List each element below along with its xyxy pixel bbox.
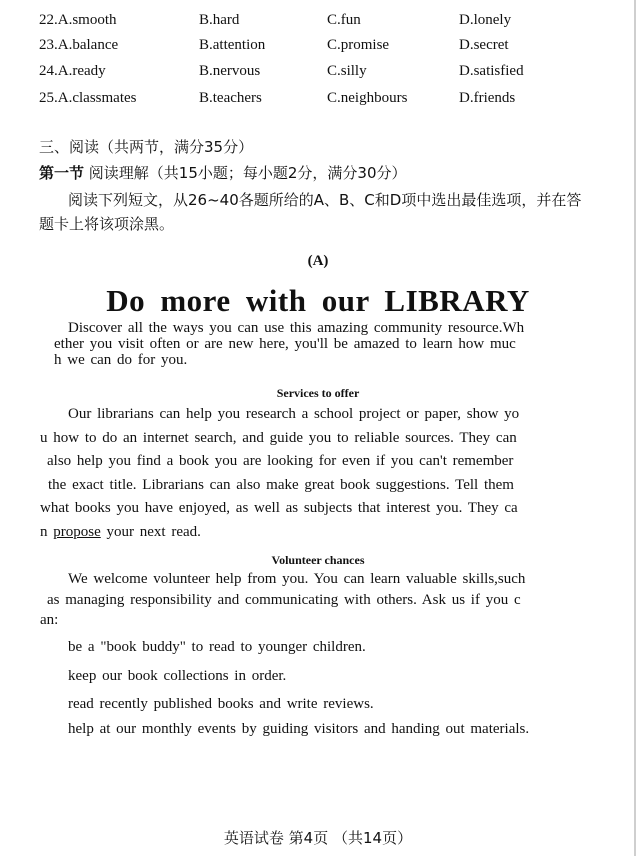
option-d: D.lonely: [459, 12, 512, 28]
services-line: also help you find a book you are looking for even if you can't remember: [47, 453, 514, 469]
volunteer-heading: Volunteer chances: [271, 553, 365, 567]
volunteer-line: an:: [40, 612, 59, 628]
intro-line: h we can do for you.: [54, 352, 188, 368]
services-last-prefix: n: [40, 524, 54, 540]
services-line-last: [40, 524, 201, 541]
underlined-word: propose: [53, 524, 101, 540]
option-d: D.secret: [459, 37, 509, 53]
volunteer-line: We welcome volunteer help from you. You can learn valuable skills,such: [68, 571, 526, 587]
instruction-line-2: 题卡上将该项涂黑。: [39, 215, 175, 233]
services-line: u how to do an internet search, and guide you to reliable sources. They can: [40, 430, 517, 446]
bullet-item: read recently published books and write reviews.: [68, 696, 374, 712]
option-a: 22.A.smooth: [39, 12, 117, 28]
option-a: 23.A.balance: [39, 37, 119, 53]
part-label: 第一节: [39, 164, 85, 182]
services-last-suffix: your next read.: [100, 524, 201, 540]
option-a: 25.A.classmates: [39, 90, 137, 106]
option-d: D.satisfied: [459, 63, 524, 79]
services-heading: Services to offer: [276, 386, 360, 400]
bullet-item: be a "book buddy" to read to younger children.: [68, 639, 366, 655]
intro-line: Discover all the ways you can use this amazing community resource.Wh: [68, 320, 525, 336]
services-line: Our librarians can help you research a school project or paper, show yo: [68, 406, 520, 422]
option-b: B.hard: [199, 12, 240, 28]
page-footer: 英语试卷 第4页 （共14页）: [223, 829, 413, 847]
services-line: what books you have enjoyed, as well as subjects that interest you. They ca: [40, 500, 518, 516]
option-b: B.teachers: [199, 90, 262, 106]
bullet-item: keep our book collections in order.: [68, 668, 287, 684]
option-c: C.neighbours: [327, 90, 408, 106]
option-a: 24.A.ready: [39, 63, 106, 79]
option-c: C.promise: [327, 37, 390, 53]
part-description: 阅读理解（共15小题；每小题2分，满分30分）: [88, 164, 407, 182]
passage-marker: (A): [307, 253, 329, 269]
option-b: B.attention: [199, 37, 266, 53]
bullet-item: help at our monthly events by guiding visitors and handing out materials.: [68, 721, 530, 737]
option-b: B.nervous: [199, 63, 261, 79]
option-c: C.silly: [327, 63, 367, 79]
volunteer-line: as managing responsibility and communicating with others. Ask us if you c: [47, 592, 521, 608]
option-c: C.fun: [327, 12, 361, 28]
passage-title: Do more with our LIBRARY: [106, 283, 530, 318]
section-heading: 三、阅读（共两节，满分35分）: [39, 138, 254, 156]
instruction-line-1: 阅读下列短文，从26~40各题所给的A、B、C和D项中选出最佳选项，并在答: [68, 191, 582, 209]
option-d: D.friends: [459, 90, 516, 106]
intro-line: ether you visit often or are new here, you'll be amazed to learn how muc: [54, 336, 516, 352]
part-heading: [39, 162, 407, 183]
services-line: the exact title. Librarians can also make great book suggestions. Tell them: [48, 477, 514, 493]
